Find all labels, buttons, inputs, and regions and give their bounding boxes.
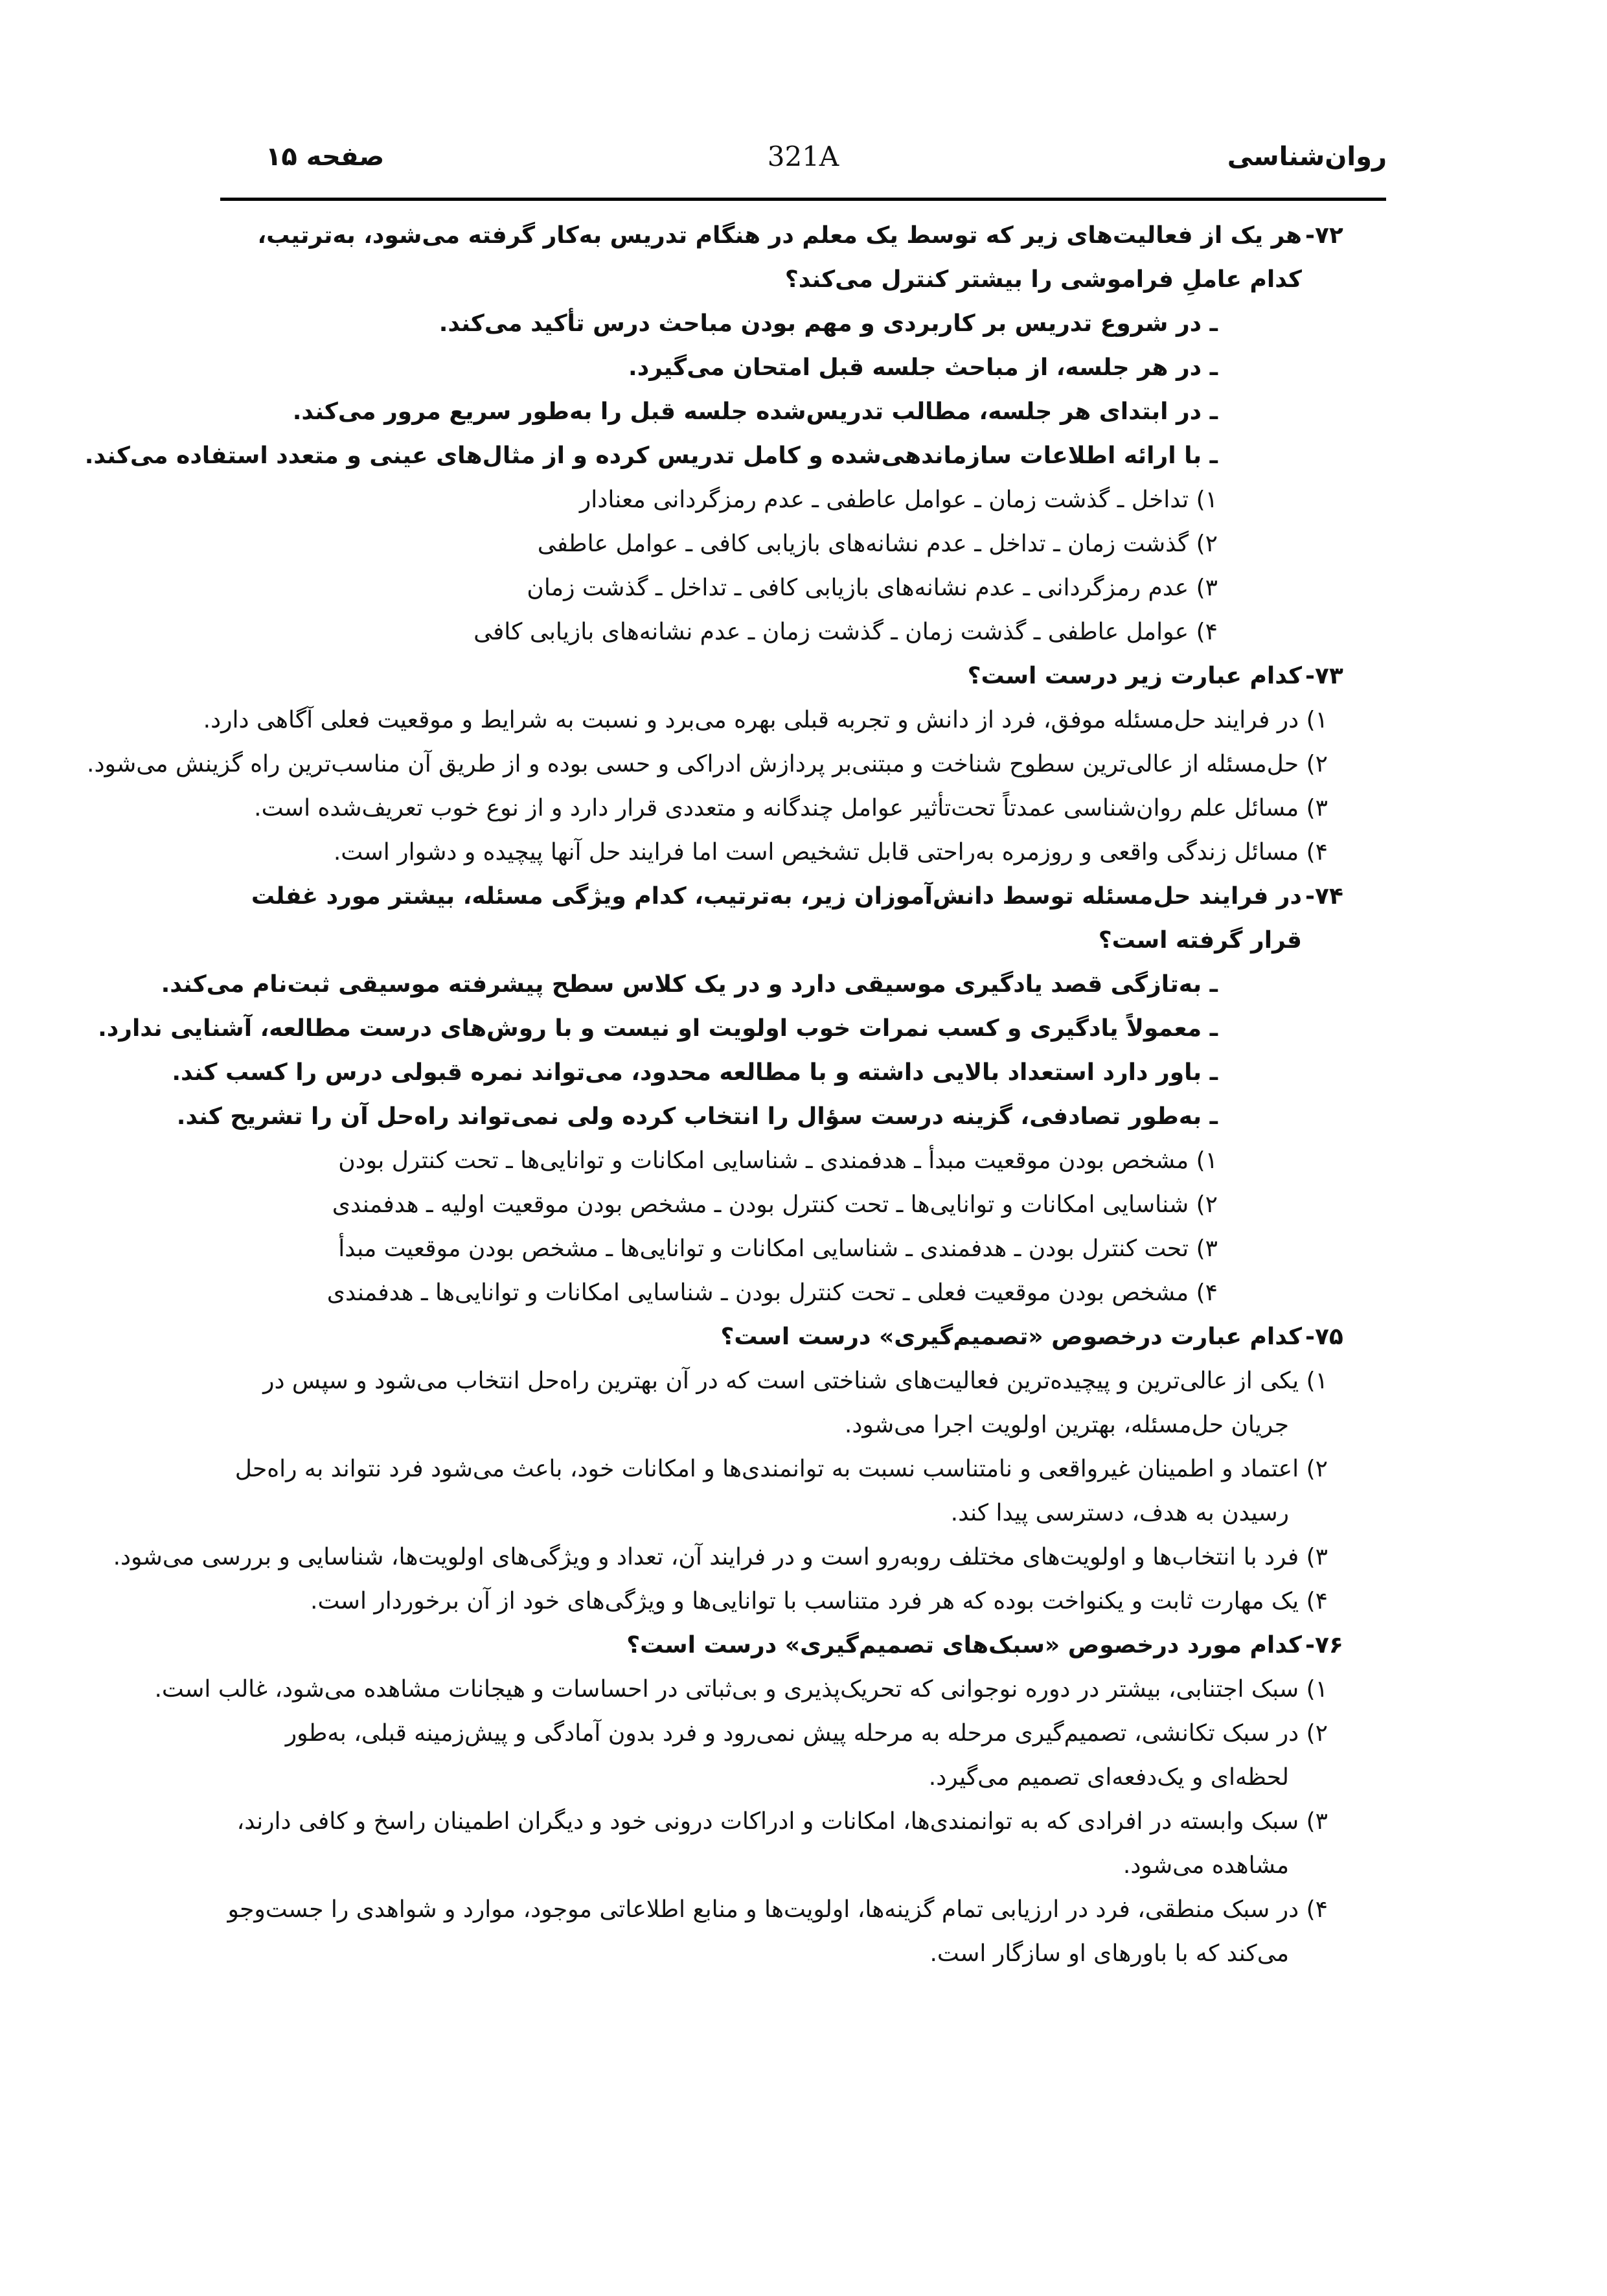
question-number: -۷۴ — [1305, 883, 1343, 910]
answer-option: ۴) مشخص بودن موقعیت فعلی ـ تحت کنترل بودن ـ شناسایی امکانات و توانایی‌ها ـ هدفمندی — [326, 1280, 1218, 1306]
answer-option: ۲) شناسایی امکانات و توانایی‌ها ـ تحت کنترل بودن ـ مشخص بودن موقعیت اولیه ـ هدفمندی — [332, 1191, 1218, 1218]
answer-option: ۲) اعتماد و اطمینان غیرواقعی و نامتناسب نسبت به توانمندی‌ها و امکانات خود، باعث می‌شود فرد نتواند به راه‌حل رسیدن به هدف، دسترسی پیدا کند. — [234, 1456, 1328, 1526]
question-72 — [84, 214, 1393, 654]
question-number: -۷۶ — [1305, 1632, 1343, 1659]
question-number: -۷۳ — [1305, 663, 1343, 689]
answer-option: ۱) سبک اجتنابی، بیشتر در دوره نوجوانی که تحریک‌پذیری و بی‌ثباتی در احساسات و هیجانات مشاهده می‌شود، غالب است. — [154, 1676, 1328, 1703]
question-text: کدام عبارت زیر درست است؟ — [967, 663, 1302, 689]
booklet-code: 321A — [767, 141, 839, 172]
answer-option: ۳) عدم رمزگردانی ـ عدم نشانه‌های بازیابی کافی ـ تداخل ـ گذشت زمان — [527, 575, 1218, 601]
question-text: در فرایند حل‌مسئله توسط دانش‌آموزان زیر، به‌ترتیب، کدام ویژگی مسئله، بیشتر مورد غفلت قرار گرفته است؟ — [251, 883, 1302, 954]
answer-option: ۱) تداخل ـ گذشت زمان ـ عوامل عاطفی ـ عدم رمزگردانی معنادار — [579, 487, 1218, 513]
answer-option: ۱) یکی از عالی‌ترین و پیچیده‌ترین فعالیت‌های شناختی است که در آن بهترین راه‌حل انتخاب می‌شود و سپس در جریان حل‌مسئله، بهترین اولویت اجرا می‌شود. — [263, 1368, 1328, 1438]
question-text: کدام مورد درخصوص «سبک‌های تصمیم‌گیری» درست است؟ — [626, 1632, 1302, 1659]
question-76 — [154, 1624, 1393, 1976]
statement: ـ با ارائه اطلاعات سازماندهی‌شده و کامل تدریس کرده و از مثال‌های عینی و متعدد استفاده می‌کند. — [84, 442, 1218, 469]
answer-option: ۴) مسائل زندگی واقعی و روزمره به‌راحتی قابل تشخیص است اما فرایند حل آنها پیچیده و دشوار است. — [333, 839, 1328, 866]
header-divider — [220, 198, 1386, 201]
answer-option: ۳) تحت کنترل بودن ـ هدفمندی ـ شناسایی امکانات و توانایی‌ها ـ مشخص بودن موقعیت مبدأ — [338, 1235, 1218, 1262]
subject-title: روان‌شناسی — [1227, 142, 1387, 172]
answer-option: ۲) در سبک تکانشی، تصمیم‌گیری مرحله به مرحله پیش نمی‌رود و فرد بدون آمادگی و پیش‌زمینه قبلی، به‌طور لحظه‌ای و یک‌دفعه‌ای تصمیم می‌گیرد. — [285, 1720, 1328, 1791]
answer-option: ۴) در سبک منطقی، فرد در ارزیابی تمام گزینه‌ها، اولویت‌ها و منابع اطلاعاتی موجود، موارد و شواهدی را جست‌وجو می‌کند که با باورهای او سازگار است. — [227, 1896, 1328, 1967]
question-75 — [113, 1315, 1393, 1624]
statement: ـ به‌تازگی قصد یادگیری موسیقی دارد و در یک کلاس سطح پیشرفته موسیقی ثبت‌نام می‌کند. — [161, 971, 1218, 998]
answer-option: ۲) حل‌مسئله از عالی‌ترین سطوح شناخت و مبتنی‌بر پردازش ادراکی و حسی بوده و از طریق آن مناسب‌ترین راه گزینش می‌شود. — [87, 751, 1328, 777]
answer-option: ۲) گذشت زمان ـ تداخل ـ عدم نشانه‌های بازیابی کافی ـ عوامل عاطفی — [537, 531, 1218, 557]
question-73 — [87, 654, 1393, 875]
question-74 — [98, 875, 1393, 1315]
statement: ـ در هر جلسه، از مباحث جلسه قبل امتحان می‌گیرد. — [628, 354, 1218, 381]
question-text: هر یک از فعالیت‌های زیر که توسط یک معلم در هنگام تدریس به‌کار گرفته می‌شود، به‌ترتیب، کدام عاملِ فراموشی را بیشتر کنترل می‌کند؟ — [257, 222, 1302, 293]
answer-option: ۴) عوامل عاطفی ـ گذشت زمان ـ گذشت زمان ـ عدم نشانه‌های بازیابی کافی — [473, 619, 1218, 645]
answer-option: ۳) فرد با انتخاب‌ها و اولویت‌های مختلف روبه‌رو است و در فرایند آن، تعداد و ویژگی‌های اولویت‌ها، شناسایی و بررسی می‌شود. — [113, 1544, 1328, 1570]
statement: ـ معمولاً یادگیری و کسب نمرات خوب اولویت او نیست و با روش‌های درست مطالعه، آشنایی ندارد. — [98, 1015, 1218, 1042]
questions-section — [84, 214, 1393, 1976]
answer-option: ۳) سبک وابسته در افرادی که به توانمندی‌ها، امکانات و ادراکات درونی خود و دیگران اطمینان راسخ و کافی دارند، مشاهده می‌شود. — [236, 1808, 1328, 1879]
answer-option: ۳) مسائل علم روان‌شناسی عمدتاً تحت‌تأثیر عوامل چندگانه و متعددی قرار دارد و از نوع خوب تعریف‌شده است. — [254, 795, 1328, 821]
statement: ـ به‌طور تصادفی، گزینه درست سؤال را انتخاب کرده ولی نمی‌تواند راه‌حل آن را تشریح کند. — [176, 1103, 1218, 1130]
answer-option: ۱) در فرایند حل‌مسئله موفق، فرد از دانش و تجربه قبلی بهره می‌برد و نسبت به شرایط و موقعیت فعلی آگاهی دارد. — [203, 707, 1328, 733]
statement: ـ در ابتدای هر جلسه، مطالب تدریس‌شده جلسه قبل را به‌طور سریع مرور می‌کند. — [292, 398, 1218, 425]
question-number: -۷۲ — [1305, 222, 1343, 249]
statement: ـ در شروع تدریس بر کاربردی و مهم بودن مباحث درس تأکید می‌کند. — [439, 310, 1218, 337]
answer-option: ۴) یک مهارت ثابت و یکنواخت بوده که هر فرد متناسب با توانایی‌ها و ویژگی‌های خود از آن برخوردار است. — [310, 1588, 1328, 1614]
page-number: صفحه ۱۵ — [266, 142, 385, 172]
statement: ـ باور دارد استعداد بالایی داشته و با مطالعه محدود، می‌تواند نمره قبولی درس را کسب کند. — [172, 1059, 1218, 1086]
question-text: کدام عبارت درخصوص «تصمیم‌گیری» درست است؟ — [720, 1324, 1302, 1350]
answer-option: ۱) مشخص بودن موقعیت مبدأ ـ هدفمندی ـ شناسایی امکانات و توانایی‌ها ـ تحت کنترل بودن — [338, 1147, 1218, 1174]
question-number: -۷۵ — [1305, 1324, 1343, 1350]
